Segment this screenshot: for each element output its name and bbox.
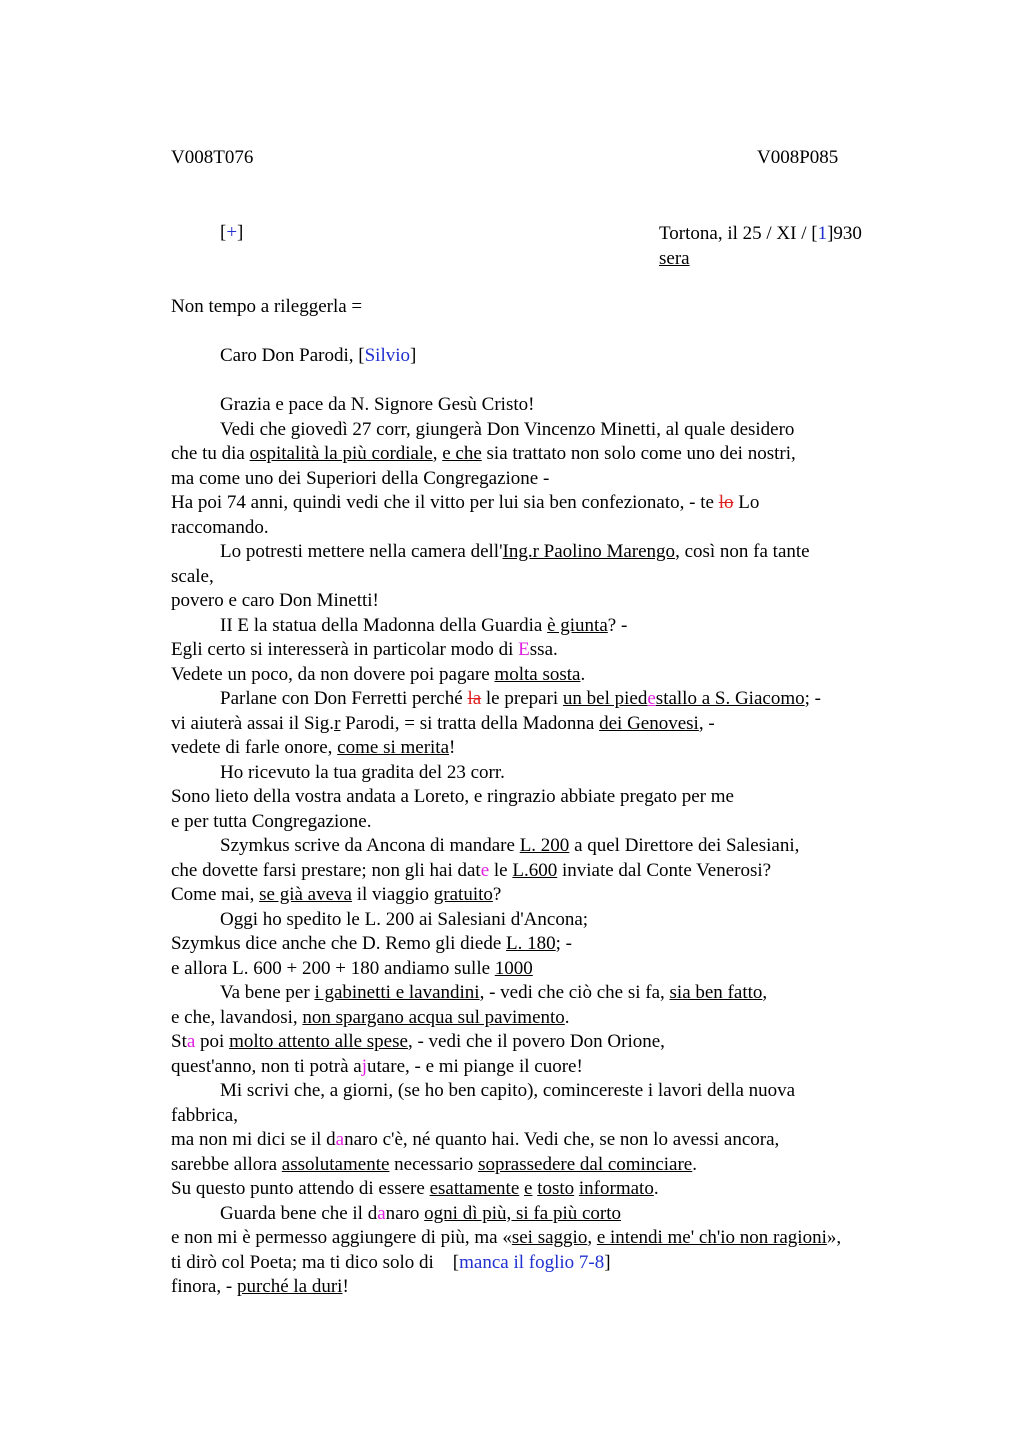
text-line: sarebbe allora assolutamente necessario soprassedere dal cominciare. [171, 1153, 697, 1175]
text-line: Grazia e pace da N. Signore Gesù Cristo! [220, 394, 535, 415]
salutation: Caro Don Parodi, [Silvio] [220, 345, 417, 366]
note-line: Non tempo a rileggerla = [171, 296, 363, 317]
text-line: ma non mi dici se il danaro c'è, né quanto hai. Vedi che, se non lo avessi ancora, [171, 1129, 780, 1150]
text-line: che dovette farsi prestare; non gli hai date le L.600 inviate dal Conte Venerosi? [171, 859, 772, 881]
text-line: scale, [171, 565, 214, 587]
text-line: Vedi che giovedì 27 corr, giungerà Don Vincenzo Minetti, al quale desidero [220, 418, 795, 440]
dateline [659, 222, 862, 271]
corrected-letter: a [335, 1129, 345, 1150]
document-code-right: V008P085 [757, 147, 839, 168]
text-line: Szymkus scrive da Ancona di mandare L. 200 a quel Direttore dei Salesiani, [220, 835, 800, 856]
bracket-close: ] [237, 222, 244, 243]
corrected-letter: e [480, 859, 490, 881]
text-line: vi aiuterà assai il Sig.r Parodi, = si tratta della Madonna dei Genovesi, - [171, 712, 715, 734]
text-line: Su questo punto attendo di essere esattamente e tosto informato. [171, 1178, 659, 1199]
corrected-letter: j [361, 1055, 368, 1077]
text-line: Guarda bene che il danaro ogni dì più, si fa più corto [220, 1202, 622, 1224]
corrected-letter: a [186, 1031, 196, 1052]
text-line: e non mi è permesso aggiungere di più, ma «sei saggio, e intendi me' ch'io non ragioni», [171, 1227, 842, 1248]
text-line: Sta poi molto attento alle spese, - vedi che il povero Don Orione, [171, 1031, 665, 1052]
text-line: Ha poi 74 anni, quindi vedi che il vitto per lui sia ben confezionato, - te lo Lo [171, 492, 760, 513]
deleted-text: lo [718, 492, 734, 513]
deleted-text: la [467, 688, 482, 709]
text-line: Vedete un poco, da non dovere poi pagare molta sosta. [171, 663, 586, 685]
text-line: Ho ricevuto la tua gradita del 23 corr. [220, 761, 505, 783]
corrected-letter: e [647, 688, 656, 709]
text-line: Lo potresti mettere nella camera dell'Ing.r Paolino Marengo, così non fa tante [220, 541, 810, 562]
text-line: e allora L. 600 + 200 + 180 andiamo sulle 1000 [171, 957, 533, 979]
bracket-open: [ [220, 222, 227, 243]
editorial-insert: Silvio [364, 345, 410, 366]
date-sera: sera [659, 247, 690, 269]
text-line: ma come uno dei Superiori della Congregazione - [171, 467, 550, 489]
text-line: Parlane con Don Ferretti perché la le prepari un bel piedestallo a S. Giacomo; - [220, 688, 821, 709]
text-line: povero e caro Don Minetti! [171, 590, 379, 611]
text-line: finora, - purché la duri! [171, 1276, 349, 1297]
document-code-left: V008T076 [171, 147, 254, 168]
corrected-letter: E [518, 639, 530, 660]
text-line: raccomando. [171, 516, 269, 538]
text-line: vedete di farle onore, come si merita! [171, 737, 456, 758]
text-line: ti dirò col Poeta; ma ti dico solo di [manca il foglio 7-8] [171, 1251, 611, 1273]
letter-body [171, 295, 911, 1300]
cross-mark [220, 222, 243, 244]
text-line: quest'anno, non ti potrà ajutare, - e mi piange il cuore! [171, 1055, 583, 1077]
text-line: Mi scrivi che, a giorni, (se ho ben capito), comincereste i lavori della nuova [220, 1080, 796, 1101]
editorial-insert: 1 [817, 223, 828, 244]
text-line: Sono lieto della vostra andata a Loreto, e ringrazio abbiate pregato per me [171, 786, 734, 807]
cross-icon: + [226, 222, 238, 243]
text-line: Oggi ho spedito le L. 200 ai Salesiani d'Ancona; [220, 908, 589, 930]
text-line: II E la statua della Madonna della Guardia è giunta? - [220, 614, 628, 636]
text-line: e che, lavandosi, non spargano acqua sul pavimento. [171, 1006, 570, 1028]
text-line: e per tutta Congregazione. [171, 810, 372, 832]
date-text: Tortona, il 25 / XI / [1]930 [659, 223, 862, 244]
text-line: Egli certo si interesserà in particolar modo di Essa. [171, 639, 558, 660]
corrected-letter: a [377, 1202, 386, 1224]
text-line: Va bene per i gabinetti e lavandini, - vedi che ciò che si fa, sia ben fatto, [220, 982, 768, 1003]
text-line: che tu dia ospitalità la più cordiale, e che sia trattato non solo come uno dei nostri, [171, 443, 796, 464]
text-line: Come mai, se già aveva il viaggio gratuito? [171, 884, 502, 905]
text-line: fabbrica, [171, 1104, 238, 1126]
text-line: Szymkus dice anche che D. Remo gli diede L. 180; - [171, 933, 573, 954]
editorial-note: manca il foglio 7-8 [459, 1251, 605, 1273]
